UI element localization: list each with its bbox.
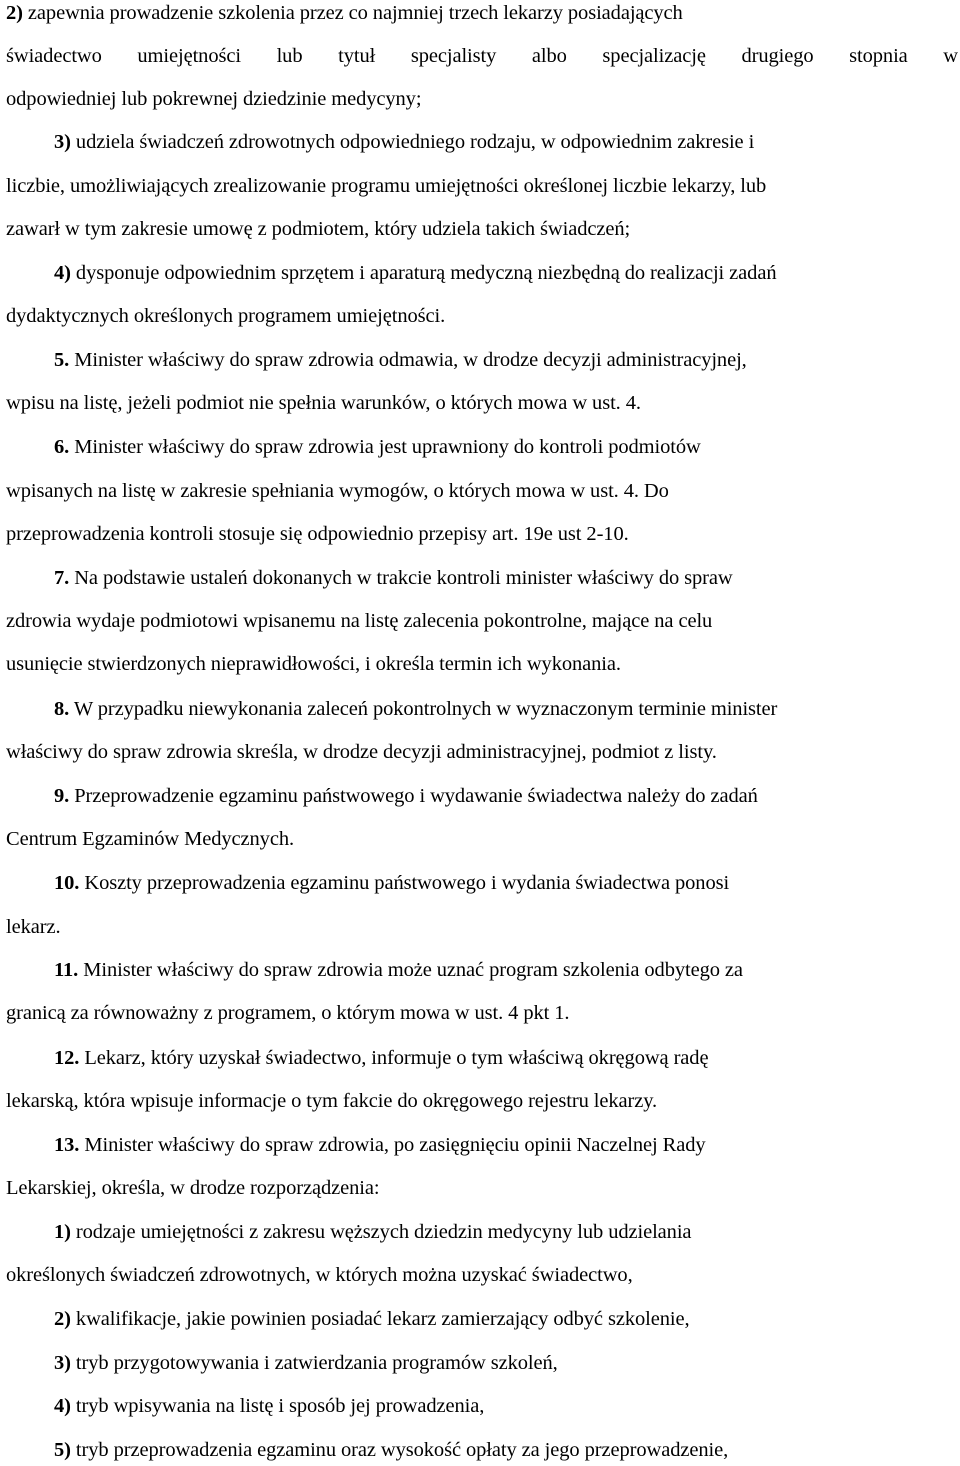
line-text: udziela świadczeń zdrowotnych odpowiedniego rodzaju, w odpowiednim zakresie i	[75, 131, 755, 153]
paragraph-line: właściwy do spraw zdrowia skreśla, w drodze decyzji administracyjnej, podmiot z listy.	[6, 741, 717, 763]
paragraph-line: przeprowadzenia kontroli stosuje się odpowiednio przepisy art. 19e ust 2-10.	[6, 523, 629, 545]
line-text: W przypadku niewykonania zaleceń pokontrolnych w wyznaczonym terminie minister	[73, 698, 778, 720]
item-number: 10.	[54, 872, 80, 894]
item-number: 13.	[54, 1134, 80, 1156]
item-number: 5)	[54, 1439, 71, 1461]
paragraph-line	[54, 1132, 706, 1158]
paragraph-line	[54, 1350, 558, 1376]
item-number: 3)	[54, 1352, 71, 1374]
item-number: 6.	[54, 436, 70, 458]
line-text: zapewnia prowadzenie szkolenia przez co najmniej trzech lekarzy posiadających	[27, 2, 683, 24]
paragraph-line	[6, 0, 683, 26]
line-text: rodzaje umiejętności z zakresu węższych dziedzin medycyny lub udzielania	[75, 1221, 692, 1243]
paragraph-line	[54, 1437, 728, 1463]
item-number: 8.	[54, 698, 70, 720]
line-text: kwalifikacje, jakie powinien posiadać lekarz zamierzający odbyć szkolenie,	[75, 1308, 690, 1330]
line-text: tryb przygotowywania i zatwierdzania programów szkoleń,	[75, 1352, 558, 1374]
line-text: Minister właściwy do spraw zdrowia może uznać program szkolenia odbytego za	[83, 959, 743, 981]
line-text: dysponuje odpowiednim sprzętem i aparaturą medyczną niezbędną do realizacji zadań	[75, 262, 777, 284]
paragraph-line	[54, 129, 754, 155]
paragraph-line: lekarską, która wpisuje informacje o tym fakcie do okręgowego rejestru lekarzy.	[6, 1090, 658, 1112]
line-text: Przeprowadzenie egzaminu państwowego i wydawanie świadectwa należy do zadań	[74, 785, 758, 807]
paragraph-line	[54, 957, 743, 983]
paragraph-line: wpisanych na listę w zakresie spełniania wymogów, o których mowa w ust. 4. Do	[6, 480, 669, 502]
item-number: 7.	[54, 567, 70, 589]
line-text: Lekarz, który uzyskał świadectwo, informuje o tym właściwą okręgową radę	[84, 1047, 709, 1069]
line-text: Minister właściwy do spraw zdrowia jest uprawniony do kontroli podmiotów	[74, 436, 701, 458]
paragraph-line	[54, 783, 758, 809]
item-number: 5.	[54, 349, 70, 371]
paragraph-line: zawarł w tym zakresie umowę z podmiotem, który udziela takich świadczeń;	[6, 218, 631, 240]
line-text: Minister właściwy do spraw zdrowia odmawia, w drodze decyzji administracyjnej,	[74, 349, 747, 371]
item-number: 4)	[54, 262, 71, 284]
paragraph-line: Centrum Egzaminów Medycznych.	[6, 828, 295, 850]
paragraph-line: określonych świadczeń zdrowotnych, w których można uzyskać świadectwo,	[6, 1264, 633, 1286]
paragraph-line: odpowiedniej lub pokrewnej dziedzinie medycyny;	[6, 88, 422, 110]
paragraph-line: wpisu na listę, jeżeli podmiot nie spełnia warunków, o których mowa w ust. 4.	[6, 392, 641, 414]
paragraph-line	[54, 1045, 708, 1071]
paragraph-line	[54, 1219, 691, 1245]
line-text: Na podstawie ustaleń dokonanych w trakcie kontroli minister właściwy do spraw	[74, 567, 733, 589]
paragraph-line	[54, 434, 701, 460]
line-text: Minister właściwy do spraw zdrowia, po zasięgnięciu opinii Naczelnej Rady	[84, 1134, 706, 1156]
paragraph-line	[54, 696, 777, 722]
item-number: 9.	[54, 785, 70, 807]
paragraph-line: lekarz.	[6, 916, 61, 938]
line-text: tryb wpisywania na listę i sposób jej prowadzenia,	[75, 1395, 485, 1417]
paragraph-line: liczbie, umożliwiających zrealizowanie programu umiejętności określonej liczbie lekarzy, lub	[6, 175, 767, 197]
paragraph-line	[54, 347, 747, 373]
paragraph-line	[54, 565, 733, 591]
paragraph-line: świadectwo umiejętności lub tytuł specjalisty albo specjalizację drugiego stopnia w	[6, 45, 958, 67]
item-number: 2)	[6, 2, 23, 24]
paragraph-line	[54, 260, 776, 286]
line-text: Koszty przeprowadzenia egzaminu państwowego i wydania świadectwa ponosi	[84, 872, 730, 894]
paragraph-line: dydaktycznych określonych programem umiejętności.	[6, 305, 446, 327]
paragraph-line	[54, 1306, 690, 1332]
item-number: 1)	[54, 1221, 71, 1243]
paragraph-line: granicą za równoważny z programem, o którym mowa w ust. 4 pkt 1.	[6, 1002, 570, 1024]
item-number: 11.	[54, 959, 79, 981]
item-number: 2)	[54, 1308, 71, 1330]
paragraph-line: usunięcie stwierdzonych nieprawidłowości, i określa termin ich wykonania.	[6, 653, 621, 675]
paragraph-line: Lekarskiej, określa, w drodze rozporządzenia:	[6, 1177, 380, 1199]
item-number: 3)	[54, 131, 71, 153]
line-text: tryb przeprowadzenia egzaminu oraz wysokość opłaty za jego przeprowadzenie,	[75, 1439, 729, 1461]
item-number: 4)	[54, 1395, 71, 1417]
paragraph-line	[54, 870, 729, 896]
paragraph-line: zdrowia wydaje podmiotowi wpisanemu na listę zalecenia pokontrolne, mające na celu	[6, 610, 713, 632]
paragraph-line	[54, 1393, 484, 1419]
item-number: 12.	[54, 1047, 80, 1069]
